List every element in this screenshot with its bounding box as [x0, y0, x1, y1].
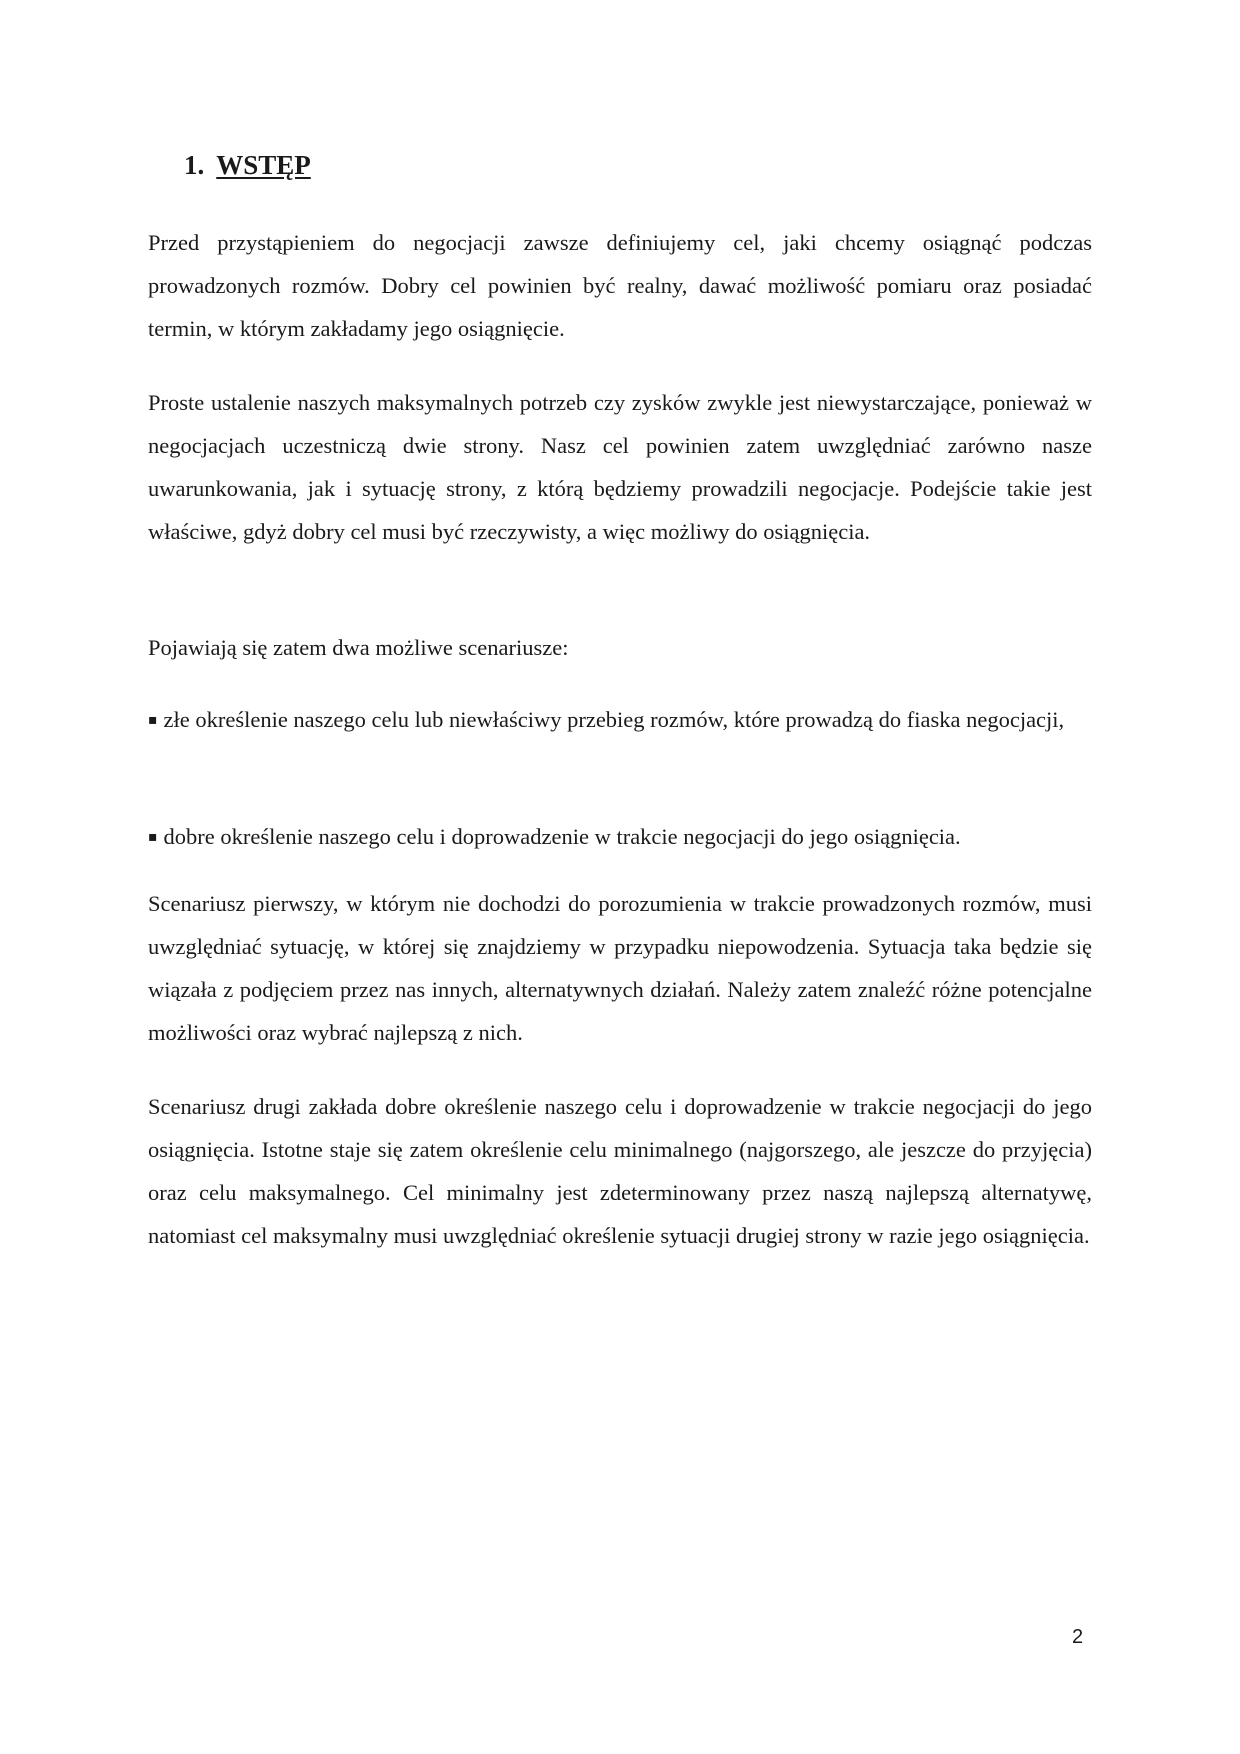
paragraph-goal-setting: Proste ustalenie naszych maksymalnych potrzeb czy zysków zwykle jest niewystarczające, ponieważ w negocjacjach uczestniczą dwie strony. Nasz cel powinien zatem uwzględniać zarówno nasze uwarunkowania, jak i sytuację strony, z którą będziemy prowadzili negocjacje. Podejście takie jest właściwe, gdyż dobry cel musi być rzeczywisty, a więc możliwy do osiągnięcia. [148, 390, 1092, 544]
section-title: WSTĘP [216, 150, 311, 180]
paragraph-intro: Przed przystąpieniem do negocjacji zawsze definiujemy cel, jaki chcemy osiągnąć podczas prowadzonych rozmów. Dobry cel powinien być realny, dawać możliwość pomiaru oraz posiadać termin, w którym zakładamy jego osiągnięcie. [148, 230, 1092, 341]
bullet-text: dobre określenie naszego celu i doprowadzenie w trakcie negocjacji do jego osiągnięcia. [163, 824, 961, 849]
bullet-square-icon: ▪ [148, 712, 158, 728]
paragraph-scenario-two: Scenariusz drugi zakłada dobre określenie naszego celu i doprowadzenie w trakcie negocjacji do jego osiągnięcia. Istotne staje się zatem określenie celu minimalnego (najgorszego, ale jeszcze do przyjęcia) oraz celu maksymalnego. Cel minimalny jest zdeterminowany przez naszą najlepszą alternatywę, natomiast cel maksymalny musi uwzględniać określenie sytuacji drugiej strony w razie jego osiągnięcia. [148, 1094, 1092, 1248]
bullet-square-icon: ▪ [148, 829, 158, 845]
paragraph-scenario-one: Scenariusz pierwszy, w którym nie dochodzi do porozumienia w trakcie prowadzonych rozmów, musi uwzględniać sytuację, w której się znajdziemy w przypadku niepowodzenia. Sytuacja taka będzie się wiązała z podjęciem przez nas innych, alternatywnych działań. Należy zatem znaleźć różne potencjalne możliwości oraz wybrać najlepszą z nich. [148, 891, 1092, 1045]
bullet-text: złe określenie naszego celu lub niewłaściwy przebieg rozmów, które prowadzą do fiaska negocjacji, [163, 707, 1065, 732]
bullet-item-success [148, 815, 1092, 859]
section-heading [184, 148, 311, 182]
page-number: 2 [1072, 1626, 1084, 1648]
bullet-item-failure [148, 698, 1092, 742]
paragraph-scenarios-lead: Pojawiają się zatem dwa możliwe scenariusze: [148, 635, 569, 660]
section-number: 1. [184, 150, 205, 180]
